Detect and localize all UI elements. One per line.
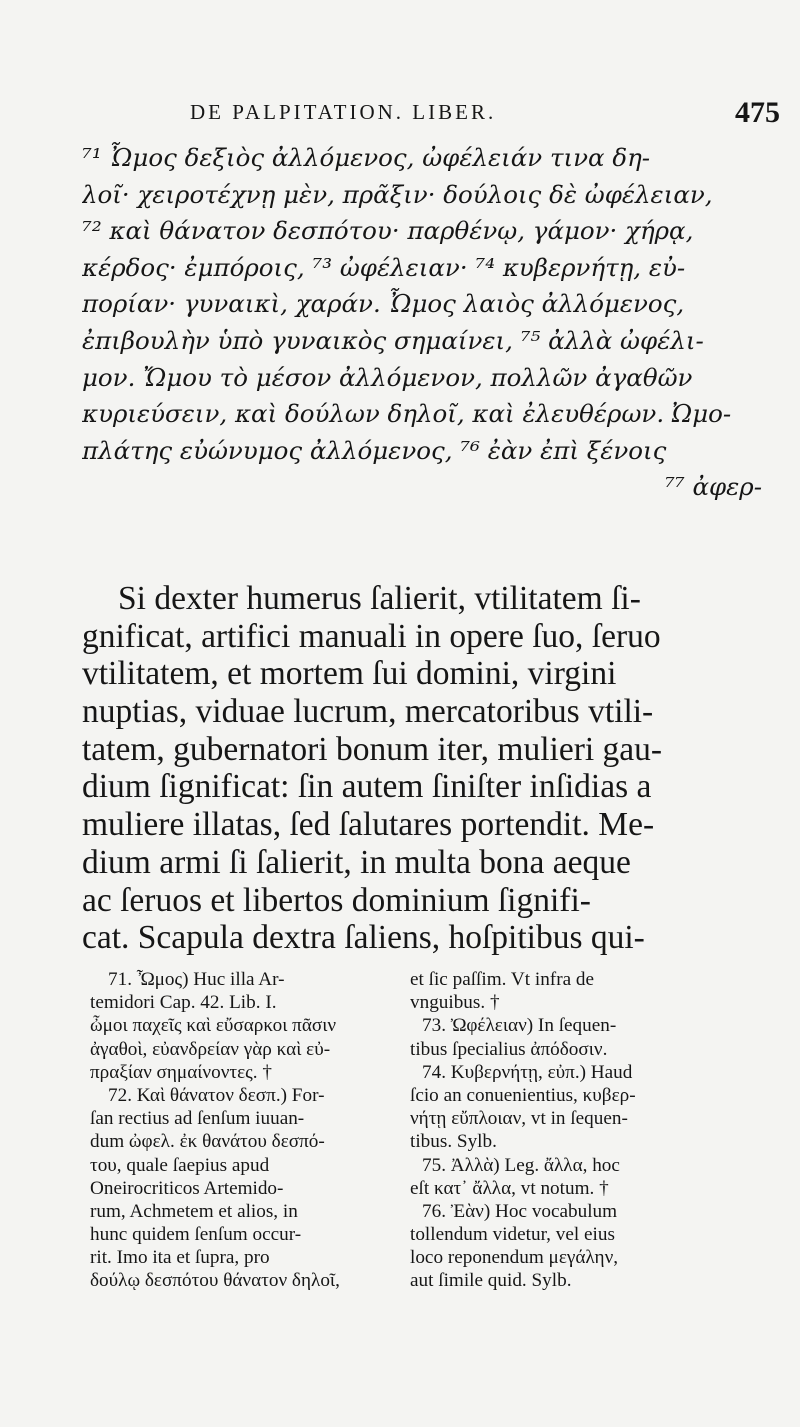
footnote-line: eſt κατ᾽ ἄλλα, vt notum. †	[410, 1177, 609, 1199]
footnote-line: ſcio an conuenientius, κυβερ-	[410, 1084, 636, 1106]
latin-line: vtilitatem, et mortem ſui domini, virgini	[82, 655, 617, 693]
footnotes-right-column	[410, 968, 790, 1293]
page-header	[190, 92, 780, 142]
greek-line: κέρδος· ἐμπόροις, ⁷³ ὠφέλειαν· ⁷⁴ κυβερνήτῃ, εὐ-	[82, 252, 686, 282]
greek-line: πορίαν· γυναικὶ, χαράν. Ὦμος λαιὸς ἀλλόμενος,	[82, 289, 685, 319]
greek-line: ἐπιβουλὴν ὑπὸ γυναικὸς σημαίνει, ⁷⁵ ἀλλὰ ὠφέλι-	[82, 325, 704, 355]
greek-line: λοῖ· χειροτέχνῃ μὲν, πρᾶξιν· δούλοις δὲ ὠφέλειαν,	[82, 179, 713, 209]
footnote-line: loco reponendum μεγάλην,	[410, 1247, 619, 1269]
footnote-line: δούλῳ δεσπότου θάνατον δηλοῖ,	[90, 1270, 340, 1292]
running-title: DE PALPITATION. LIBER.	[190, 100, 497, 124]
footnote-line: 76. Ἐὰν) Hoc vocabulum	[422, 1200, 618, 1222]
footnote-line: tollendum videtur, vel eius	[410, 1224, 615, 1246]
latin-line: cat. Scapula dextra ſaliens, hoſpitibus qui-	[82, 919, 645, 957]
latin-line: nuptias, viduae lucrum, mercatoribus vtili-	[82, 693, 654, 731]
greek-passage	[82, 140, 792, 506]
greek-line: κυριεύσειν, καὶ δούλων δηλοῖ, καὶ ἐλευθέρων. Ὠμο-	[82, 399, 732, 429]
footnote-line: 73. Ὠφέλειαν) In ſequen-	[422, 1015, 617, 1037]
footnote-line: ὦμοι παχεῖς καὶ εὔσαρκοι πᾶσιν	[90, 1015, 337, 1037]
footnote-line: του, quale ſaepius apud	[90, 1154, 270, 1176]
latin-translation	[82, 580, 792, 957]
greek-catchword: ⁷⁷ ἀφερ-	[665, 472, 762, 502]
footnote-line: tibus ſpecialius ἀπόδοσιν.	[410, 1038, 608, 1060]
footnote-line: rit. Imo ita et ſupra, pro	[90, 1247, 270, 1269]
greek-line: πλάτης εὐώνυμος ἀλλόμενος, ⁷⁶ ἐὰν ἐπὶ ξένοις	[82, 435, 667, 465]
latin-line: muliere illatas, ſed ſalutares portendit. Me-	[82, 806, 655, 844]
footnote-line: dum ὠφελ. ἐκ θανάτου δεσπό-	[90, 1131, 325, 1153]
greek-line: μον. Ὤμου τὸ μέσον ἀλλόμενον, πολλῶν ἀγαθῶν	[82, 362, 693, 392]
footnote-line: vnguibus. †	[410, 992, 500, 1014]
footnote-line: aut ſimile quid. Sylb.	[410, 1270, 572, 1292]
footnote-line: νήτῃ εὔπλοιαν, vt in ſequen-	[410, 1108, 628, 1130]
footnote-line: 75. Ἀλλὰ) Leg. ἄλλα, hoc	[422, 1154, 620, 1176]
footnotes-left-column	[90, 968, 402, 1293]
footnote-line: hunc quidem ſenſum occur-	[90, 1224, 302, 1246]
footnote-line: ſan rectius ad ſenſum iuuan-	[90, 1108, 305, 1130]
footnote-line: rum, Achmetem et alios, in	[90, 1200, 298, 1222]
footnote-line: πραξίαν σημαίνοντες. †	[90, 1061, 272, 1083]
latin-line: Si dexter humerus ſalierit, vtilitatem ſi-	[118, 580, 641, 617]
latin-line: gnificat, artifici manuali in opere ſuo, ſeruo	[82, 617, 661, 655]
greek-line: ⁷² καὶ θάνατον δεσπότου· παρθένῳ, γάμον· χήρᾳ,	[82, 216, 694, 246]
latin-line: dium armi ſi ſalierit, in multa bona aeque	[82, 843, 631, 881]
footnote-line: 74. Κυβερνήτῃ, εὐπ.) Haud	[422, 1061, 633, 1083]
footnote-line: 71. Ὦμος) Huc illa Ar-	[108, 969, 285, 990]
footnote-line: tibus. Sylb.	[410, 1131, 497, 1153]
footnote-line: et ſic paſſim. Vt infra de	[410, 969, 595, 990]
footnote-line: 72. Καὶ θάνατον δεσπ.) For-	[108, 1084, 325, 1106]
footnote-line: Oneirocriticos Artemido-	[90, 1177, 284, 1199]
greek-line: ⁷¹ Ὦμος δεξιὸς ἀλλόμενος, ὠφέλειάν τινα δη-	[82, 143, 651, 172]
page-number: 475	[735, 96, 780, 129]
latin-line: dium ſignificat: ſin autem ſiniſter inſidias a	[82, 768, 652, 806]
latin-line: tatem, gubernatori bonum iter, mulieri gau-	[82, 730, 663, 768]
footnote-line: temidori Cap. 42. Lib. I.	[90, 992, 277, 1014]
latin-line: ac ſeruos et libertos dominium ſignifi-	[82, 881, 591, 919]
footnote-line: ἀγαθοὶ, εὐανδρείαν γὰρ καὶ εὐ-	[90, 1038, 331, 1060]
